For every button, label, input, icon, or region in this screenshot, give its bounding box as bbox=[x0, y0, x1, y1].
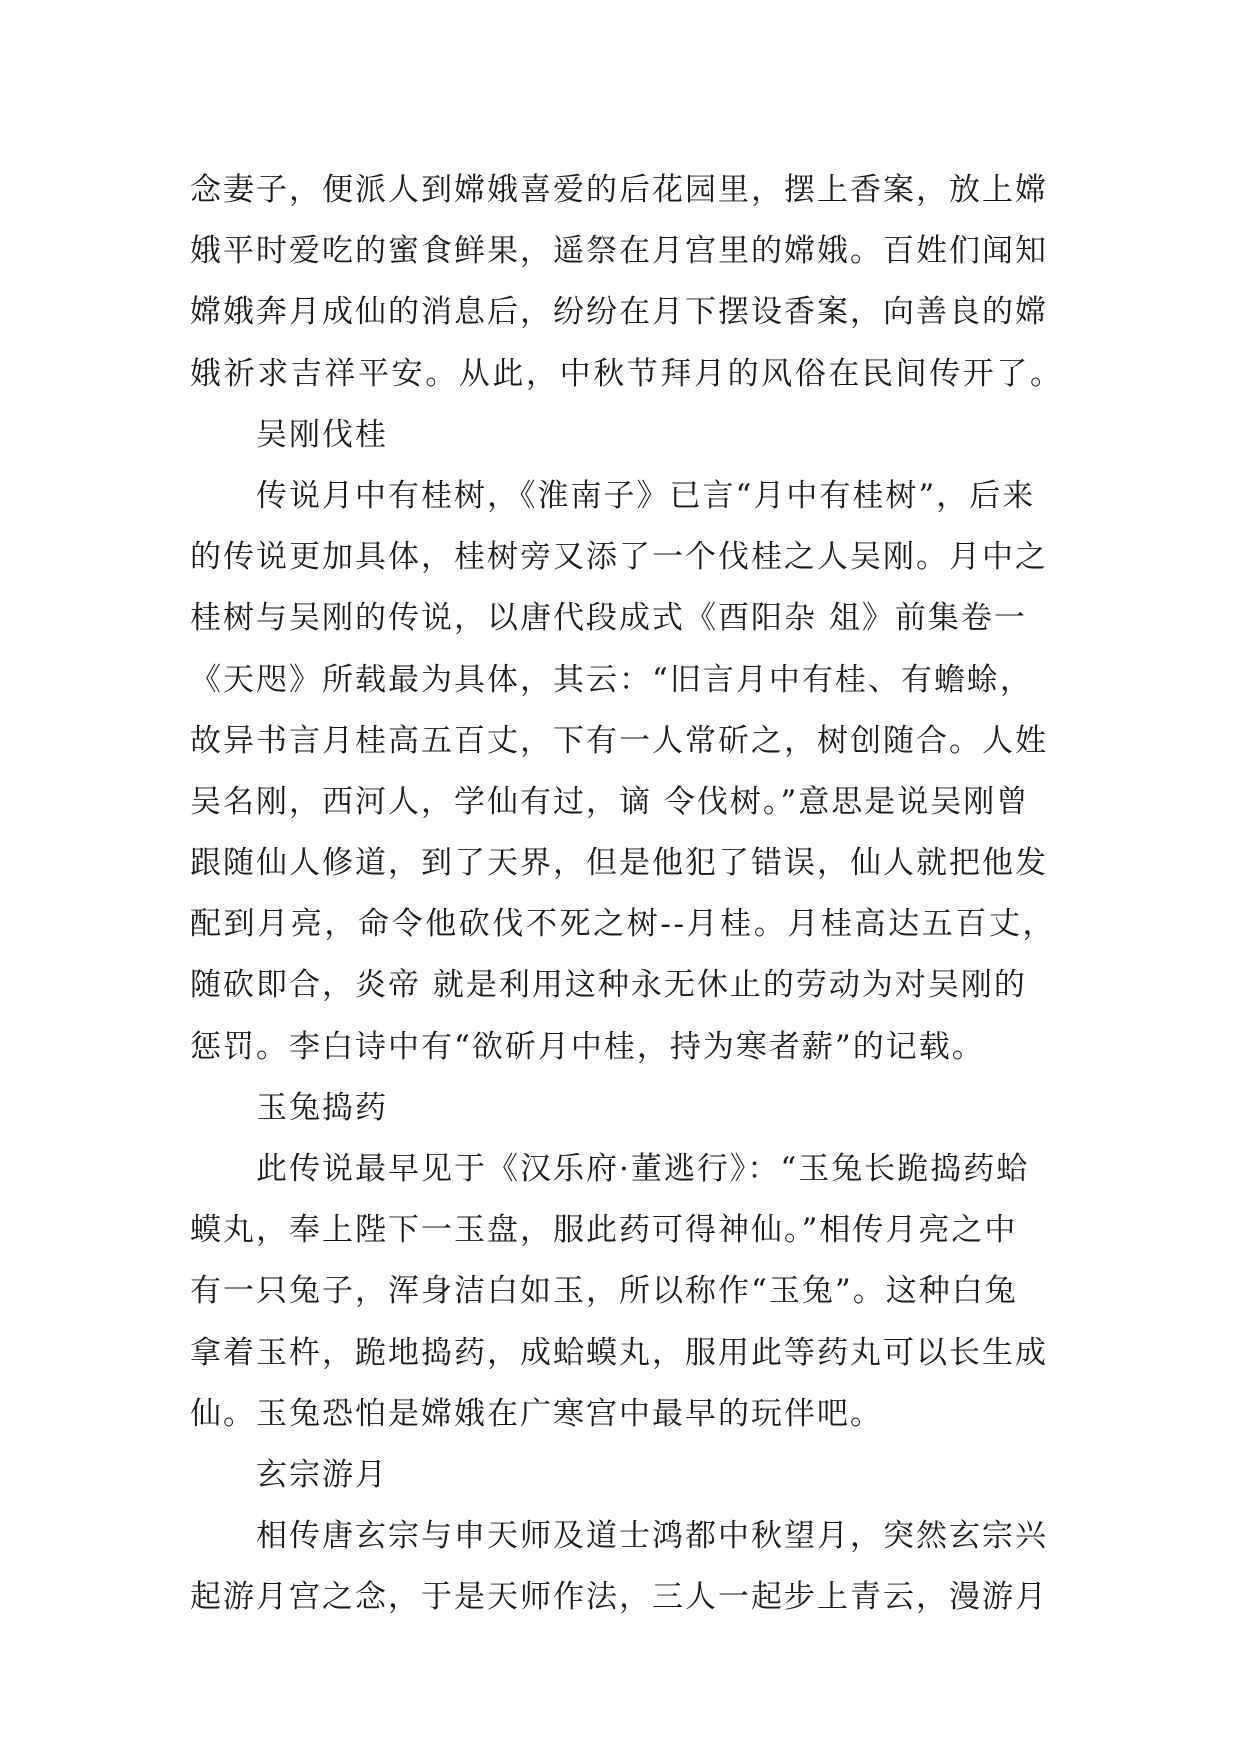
section-heading-yutu: 玉兔捣药 bbox=[256, 1089, 388, 1126]
paragraph-line: 传说月中有桂树，《淮南子》已言“月中有桂树”，后来 bbox=[256, 477, 1036, 514]
paragraph-line: 娥祈求吉祥平安。从此，中秋节拜月的风俗在民间传开了。 bbox=[190, 355, 1064, 392]
paragraph-line: 吴名刚，西河人，学仙有过，谪 令伐树。”意思是说吴刚曾 bbox=[190, 783, 1030, 820]
paragraph-line: 此传说最早见于《汉乐府·董逃行》：“玉兔长跪捣药蛤 bbox=[256, 1151, 1030, 1187]
paragraph-line: 配到月亮，命令他砍伐不死之树--月桂。月桂高达五百丈， bbox=[190, 906, 1057, 943]
paragraph-line: 桂树与吴刚的传说，以唐代段成式《酉阳杂 俎》前集卷一 bbox=[190, 600, 1027, 637]
paragraph-line: 仙。玉兔恐怕是嫦娥在广寒宫中最早的玩伴吧。 bbox=[190, 1395, 883, 1432]
section-heading-xuanzong: 玄宗游月 bbox=[256, 1456, 388, 1493]
paragraph-line: 蟆丸，奉上陛下一玉盘，服此药可得神仙。”相传月亮之中 bbox=[190, 1212, 1018, 1249]
paragraph-line: 跟随仙人修道，到了天界，但是他犯了错误，仙人就把他发 bbox=[190, 845, 1048, 882]
paragraph-line: 念妻子，便派人到嫦娥喜爱的后花园里，摆上香案，放上嫦 bbox=[190, 172, 1048, 208]
paragraph-line: 随砍即合，炎帝 就是利用这种永无休止的劳动为对吴刚的 bbox=[190, 967, 1027, 1004]
paragraph-line: 《天咫》所载最为具体，其云：“旧言月中有桂、有蟾蜍， bbox=[190, 661, 1033, 698]
paragraph-line: 相传唐玄宗与申天师及道士鸿都中秋望月，突然玄宗兴 bbox=[256, 1518, 1048, 1555]
section-heading-wugang: 吴刚伐桂 bbox=[256, 416, 388, 453]
paragraph-line: 娥平时爱吃的蜜食鲜果，遥祭在月宫里的嫦娥。百姓们闻知 bbox=[190, 233, 1048, 270]
paragraph-line: 有一只兔子，浑身洁白如玉，所以称作“玉兔”。这种白兔 bbox=[190, 1273, 1018, 1310]
paragraph-line: 嫦娥奔月成仙的消息后，纷纷在月下摆设香案，向善良的嫦 bbox=[190, 294, 1048, 331]
paragraph-line: 惩罚。李白诗中有“欲斫月中桂，持为寒者薪”的记载。 bbox=[190, 1028, 985, 1065]
paragraph-line: 故异书言月桂高五百丈，下有一人常斫之，树创随合。人姓 bbox=[190, 722, 1048, 759]
document-body bbox=[190, 160, 1070, 1629]
paragraph-line: 起游月宫之念，于是天师作法，三人一起步上青云，漫游月 bbox=[190, 1579, 1048, 1616]
paragraph-line: 的传说更加具体，桂树旁又添了一个伐桂之人吴刚。月中之 bbox=[190, 539, 1048, 576]
paragraph-line: 拿着玉杵，跪地捣药，成蛤蟆丸，服用此等药丸可以长生成 bbox=[190, 1334, 1048, 1371]
